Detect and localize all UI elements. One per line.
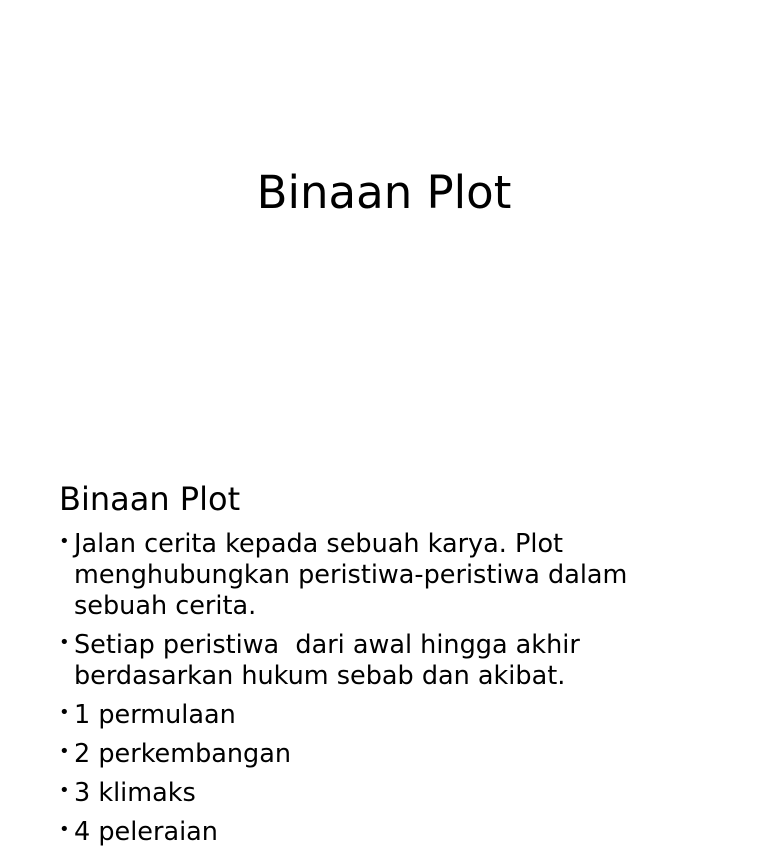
bullet-text: 3 klimaks bbox=[74, 778, 196, 808]
list-item bbox=[59, 817, 719, 848]
bullet-icon: • bbox=[59, 819, 70, 840]
bullet-text: 4 peleraian bbox=[74, 817, 218, 847]
list-item bbox=[59, 778, 719, 809]
bullet-list bbox=[59, 529, 719, 856]
bullet-icon: • bbox=[59, 780, 70, 801]
bullet-icon: • bbox=[59, 632, 70, 653]
bullet-icon: • bbox=[59, 702, 70, 723]
bullet-text: 1 permulaan bbox=[74, 700, 236, 730]
bullet-icon: • bbox=[59, 741, 70, 762]
list-item bbox=[59, 630, 719, 692]
slide-heading: Binaan Plot bbox=[59, 480, 241, 518]
bullet-text: 2 perkembangan bbox=[74, 739, 292, 769]
bullet-text: Jalan cerita kepada sebuah karya. Plot menghubungkan peristiwa-peristiwa dalam sebuah cerita. bbox=[74, 529, 628, 621]
content-slide bbox=[0, 433, 768, 866]
list-item bbox=[59, 700, 719, 731]
bullet-text: Setiap peristiwa dari awal hingga akhir berdasarkan hukum sebab dan akibat. bbox=[74, 630, 588, 691]
list-item bbox=[59, 739, 719, 770]
list-item bbox=[59, 529, 719, 622]
bullet-icon: • bbox=[59, 531, 70, 552]
slide-title: Binaan Plot bbox=[256, 166, 512, 219]
